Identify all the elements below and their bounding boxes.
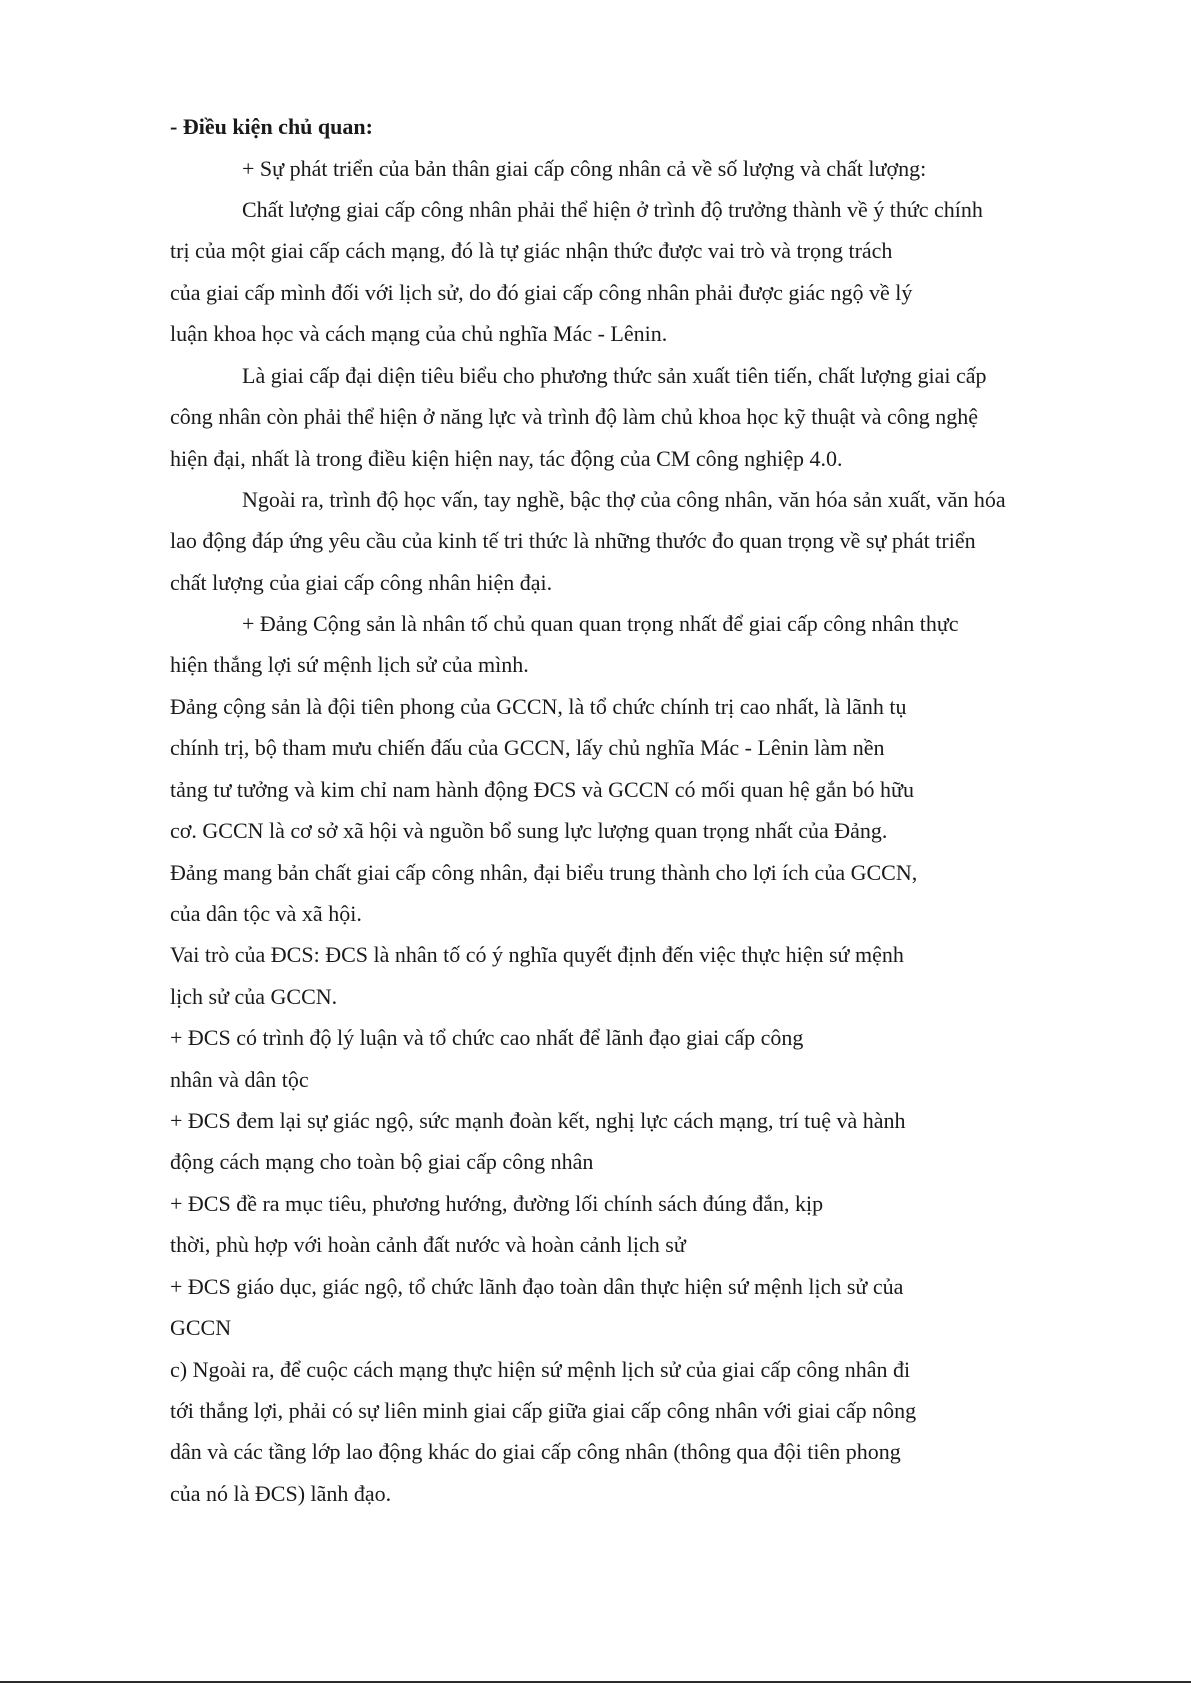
paragraph-line: chính trị, bộ tham mưu chiến đấu của GCCN, lấy chủ nghĩa Mác - Lênin làm nền [170, 735, 885, 760]
paragraph-line: Đảng mang bản chất giai cấp công nhân, đại biểu trung thành cho lợi ích của GCCN, [170, 860, 918, 885]
paragraph-line: + ĐCS giáo dục, giác ngộ, tổ chức lãnh đạo toàn dân thực hiện sứ mệnh lịch sử của [170, 1274, 904, 1299]
paragraph-line: thời, phù hợp với hoàn cảnh đất nước và hoàn cảnh lịch sử [170, 1232, 686, 1257]
paragraph-line: Vai trò của ĐCS: ĐCS là nhân tố có ý nghĩa quyết định đến việc thực hiện sứ mệnh [170, 942, 904, 967]
paragraph-line: công nhân còn phải thể hiện ở năng lực và trình độ làm chủ khoa học kỹ thuật và công nghệ [170, 404, 979, 429]
paragraph-line: Chất lượng giai cấp công nhân phải thể hiện ở trình độ trưởng thành về ý thức chính [242, 197, 983, 222]
paragraph-line: động cách mạng cho toàn bộ giai cấp công nhân [170, 1149, 594, 1174]
paragraph-line: + Sự phát triển của bản thân giai cấp công nhân cả về số lượng và chất lượng: [242, 156, 927, 181]
paragraph-line: của dân tộc và xã hội. [170, 901, 362, 926]
paragraph-line: hiện đại, nhất là trong điều kiện hiện nay, tác động của CM công nghiệp 4.0. [170, 446, 843, 471]
paragraph-line: GCCN [170, 1315, 232, 1340]
paragraph-line: của giai cấp mình đối với lịch sử, do đó giai cấp công nhân phải được giác ngộ về lý [170, 280, 913, 305]
paragraph-line: + ĐCS đề ra mục tiêu, phương hướng, đường lối chính sách đúng đắn, kịp [170, 1191, 824, 1216]
paragraph-line: tới thắng lợi, phải có sự liên minh giai cấp giữa giai cấp công nhân với giai cấp nông [170, 1398, 917, 1423]
paragraph-line: + Đảng Cộng sản là nhân tố chủ quan quan trọng nhất để giai cấp công nhân thực [242, 611, 959, 636]
paragraph-line: trị của một giai cấp cách mạng, đó là tự giác nhận thức được vai trò và trọng trách [170, 238, 893, 263]
paragraph-line: c) Ngoài ra, để cuộc cách mạng thực hiện sứ mệnh lịch sử của giai cấp công nhân đi [170, 1357, 911, 1382]
paragraph-line: Là giai cấp đại diện tiêu biểu cho phương thức sản xuất tiên tiến, chất lượng giai cấp [242, 363, 987, 388]
paragraph-line: lao động đáp ứng yêu cầu của kinh tế tri thức là những thước đo quan trọng về sự phát triển [170, 528, 976, 553]
paragraph-line: + ĐCS đem lại sự giác ngộ, sức mạnh đoàn kết, nghị lực cách mạng, trí tuệ và hành [170, 1108, 906, 1133]
paragraph-line: tảng tư tưởng và kim chỉ nam hành động ĐCS và GCCN có mối quan hệ gắn bó hữu [170, 777, 914, 802]
paragraph-line: dân và các tầng lớp lao động khác do giai cấp công nhân (thông qua đội tiên phong [170, 1439, 901, 1464]
paragraph-line: Đảng cộng sản là đội tiên phong của GCCN, là tổ chức chính trị cao nhất, là lãnh tụ [170, 694, 907, 719]
paragraph-line: + ĐCS có trình độ lý luận và tổ chức cao nhất để lãnh đạo giai cấp công [170, 1025, 804, 1050]
section-heading: - Điều kiện chủ quan: [170, 114, 373, 139]
paragraph-line: của nó là ĐCS) lãnh đạo. [170, 1481, 392, 1506]
paragraph-line: chất lượng của giai cấp công nhân hiện đại. [170, 570, 553, 595]
paragraph-line: cơ. GCCN là cơ sở xã hội và nguồn bổ sung lực lượng quan trọng nhất của Đảng. [170, 818, 888, 843]
page-bottom-rule [0, 1681, 1191, 1683]
paragraph-line: hiện thắng lợi sứ mệnh lịch sử của mình. [170, 652, 529, 677]
paragraph-line: luận khoa học và cách mạng của chủ nghĩa Mác - Lênin. [170, 321, 668, 346]
paragraph-line: nhân và dân tộc [170, 1067, 309, 1092]
paragraph-line: lịch sử của GCCN. [170, 984, 338, 1009]
paragraph-line: Ngoài ra, trình độ học vấn, tay nghề, bậc thợ của công nhân, văn hóa sản xuất, văn hóa [242, 487, 1006, 512]
